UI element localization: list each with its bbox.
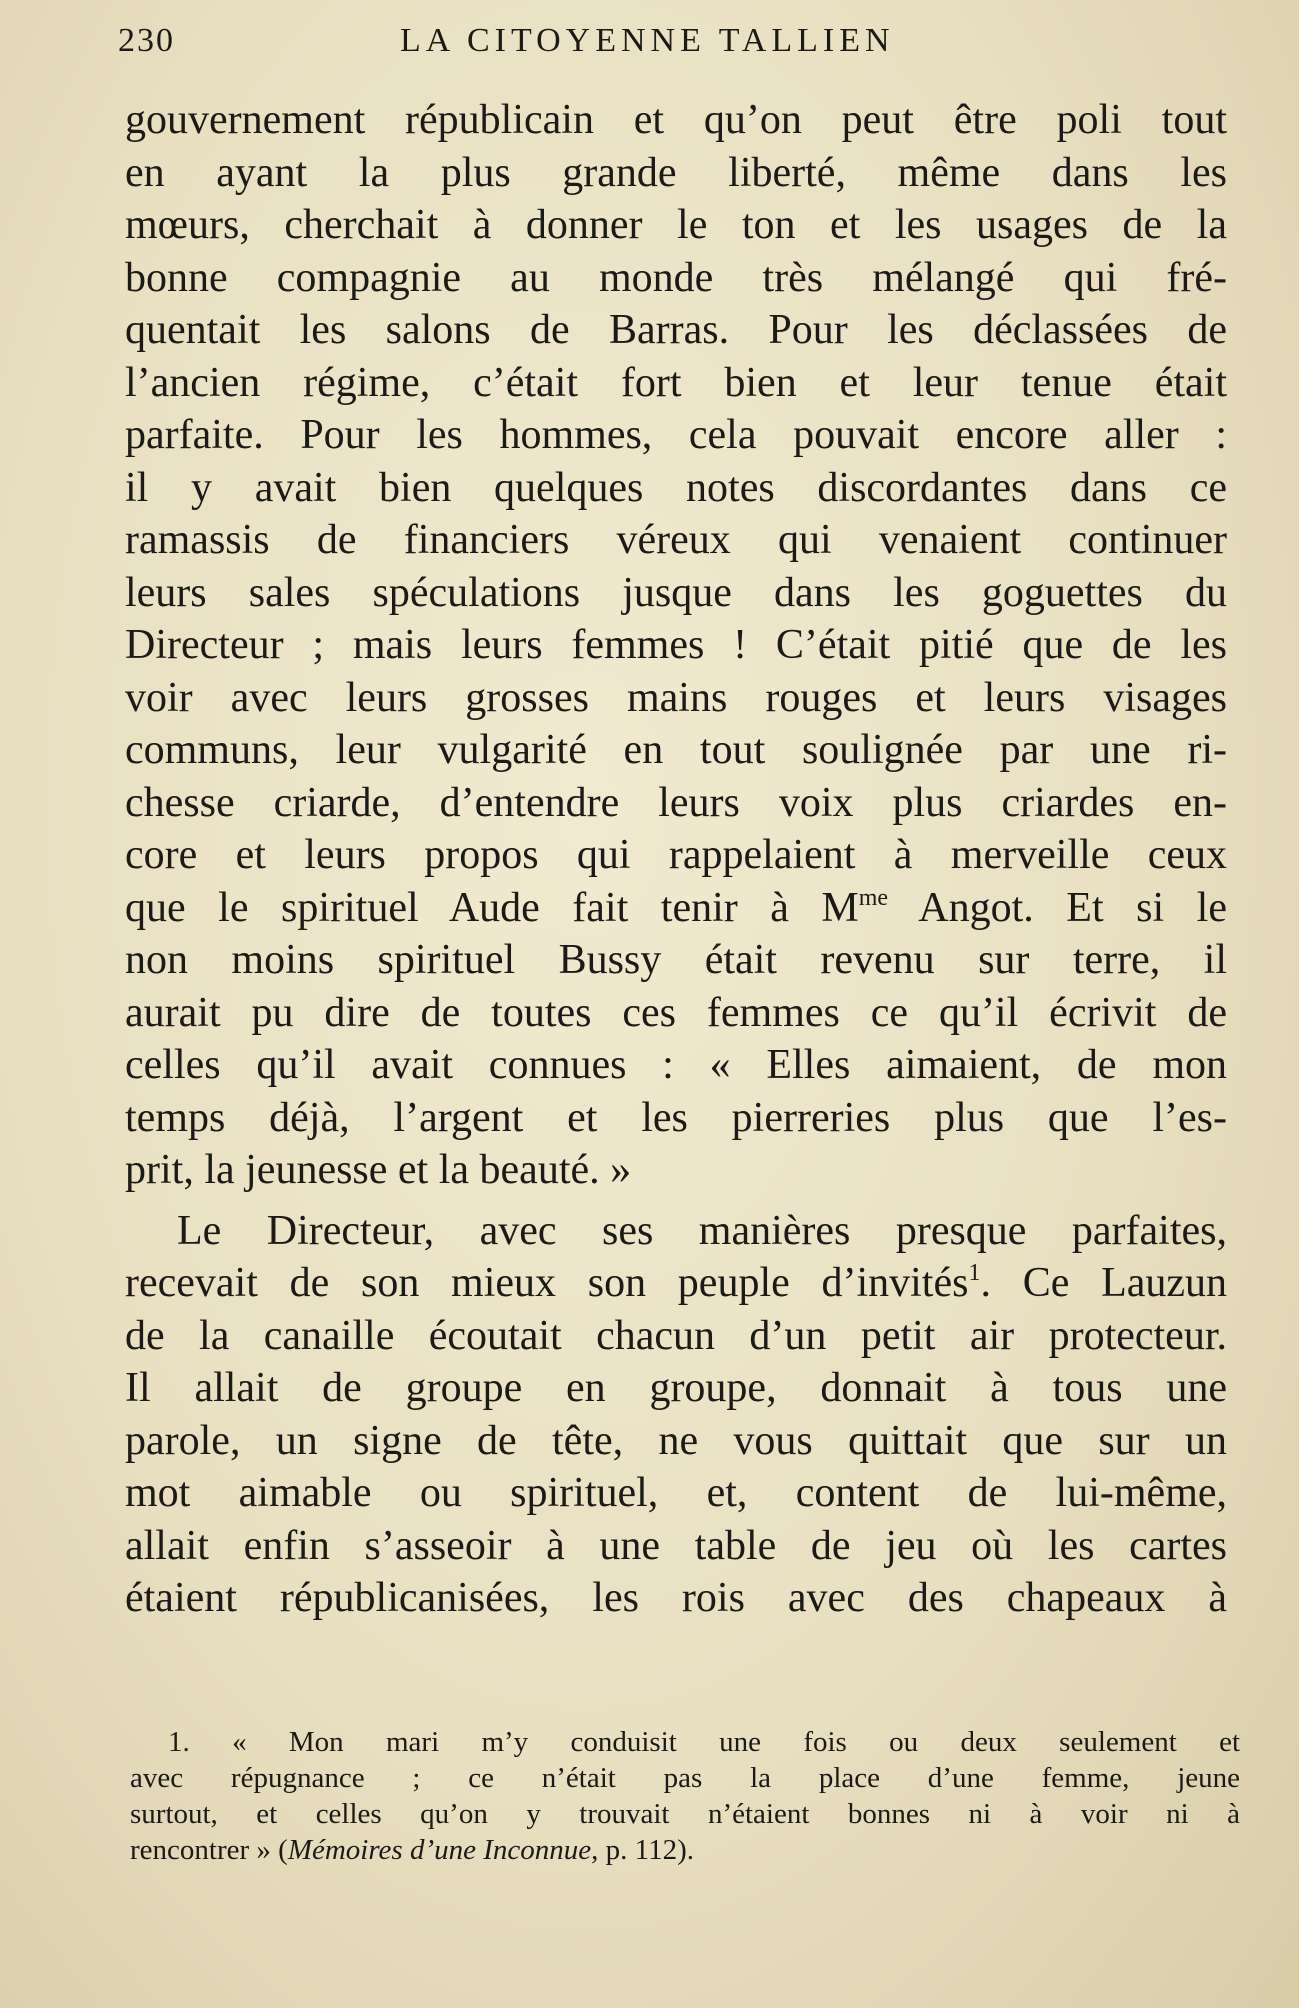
text-line: parole, un signe de tête, ne vous quittait que sur un — [125, 1417, 1227, 1464]
footnote-line — [130, 1832, 1240, 1868]
footnote-line: surtout, et celles qu’on y trouvait n’étaient bonnes ni à voir ni à — [130, 1798, 1240, 1830]
footnote-reference: 1 — [968, 1260, 981, 1286]
text-line: bonne compagnie au monde très mélangé qui fré- — [125, 254, 1227, 301]
paragraph-1 — [125, 94, 1227, 1197]
text-line: voir avec leurs grosses mains rouges et leurs visages — [125, 674, 1227, 721]
footnote-text: , p. 112). — [591, 1834, 694, 1866]
title-abbreviation: me — [858, 884, 889, 911]
footnote-line: avec répugnance ; ce n’était pas la place d’une femme, jeune — [130, 1762, 1240, 1794]
text-line: temps déjà, l’argent et les pierreries plus que l’es- — [125, 1094, 1227, 1141]
text-line: il y avait bien quelques notes discordantes dans ce — [125, 464, 1227, 511]
text-line: chesse criarde, d’entendre leurs voix plus criardes en- — [125, 779, 1227, 826]
text-line-part: recevait de son mieux son peuple d’invités — [125, 1260, 969, 1306]
text-line: l’ancien régime, c’était fort bien et leur tenue était — [125, 359, 1227, 406]
paragraph-2 — [125, 1205, 1227, 1625]
text-line: Le Directeur, avec ses manières presque parfaites, — [177, 1207, 1227, 1254]
running-head — [118, 22, 1228, 72]
text-line: allait enfin s’asseoir à une table de jeu où les cartes — [125, 1522, 1227, 1569]
text-line: communs, leur vulgarité en tout soulignée par une ri- — [125, 727, 1227, 773]
text-line: non moins spirituel Bussy était revenu sur terre, il — [125, 937, 1227, 983]
text-line: mœurs, cherchait à donner le ton et les usages de la — [125, 202, 1227, 248]
footnote — [130, 1724, 1240, 1868]
page-number: 230 — [118, 22, 175, 59]
body-text — [125, 94, 1227, 1625]
text-line: core et leurs propos qui rappelaient à merveille ceux — [125, 832, 1227, 878]
text-line: aurait pu dire de toutes ces femmes ce qu’il écrivit de — [125, 989, 1227, 1036]
running-title: LA CITOYENNE TALLIEN — [400, 22, 895, 59]
text-line: celles qu’il avait connues : « Elles aimaient, de mon — [125, 1042, 1227, 1088]
text-line: gouvernement républicain et qu’on peut être poli tout — [125, 97, 1227, 143]
text-line: quentait les salons de Barras. Pour les déclassées de — [125, 307, 1227, 353]
footnote-text: rencontrer » ( — [130, 1834, 288, 1866]
text-line: de la canaille écoutait chacun d’un petit air protecteur. — [125, 1312, 1227, 1359]
text-line: Il allait de groupe en groupe, donnait à tous une — [125, 1365, 1227, 1411]
text-line — [125, 1257, 1227, 1310]
text-line: prit, la jeunesse et la beauté. » — [125, 1147, 632, 1193]
text-line: ramassis de financiers véreux qui venaient continuer — [125, 517, 1227, 563]
footnote-source-title: Mémoires d’une Inconnue — [287, 1834, 592, 1866]
text-line: parfaite. Pour les hommes, cela pouvait encore aller : — [125, 412, 1227, 458]
text-line: Directeur ; mais leurs femmes ! C’était pitié que de les — [125, 622, 1227, 668]
text-line: leurs sales spéculations jusque dans les goguettes du — [125, 569, 1227, 616]
footnote-line: 1. « Mon mari m’y conduisit une fois ou deux seulement et — [168, 1726, 1240, 1758]
text-line: mot aimable ou spirituel, et, content de lui-même, — [125, 1470, 1227, 1516]
text-line-part: . Ce Lauzun — [980, 1260, 1227, 1306]
text-line: que le spirituel Aude fait tenir à M$^{me}$ Angot. Et si le — [125, 884, 1227, 931]
text-line: en ayant la plus grande liberté, même dans les — [125, 149, 1227, 196]
text-line: étaient républicanisées, les rois avec des chapeaux à — [125, 1575, 1227, 1621]
